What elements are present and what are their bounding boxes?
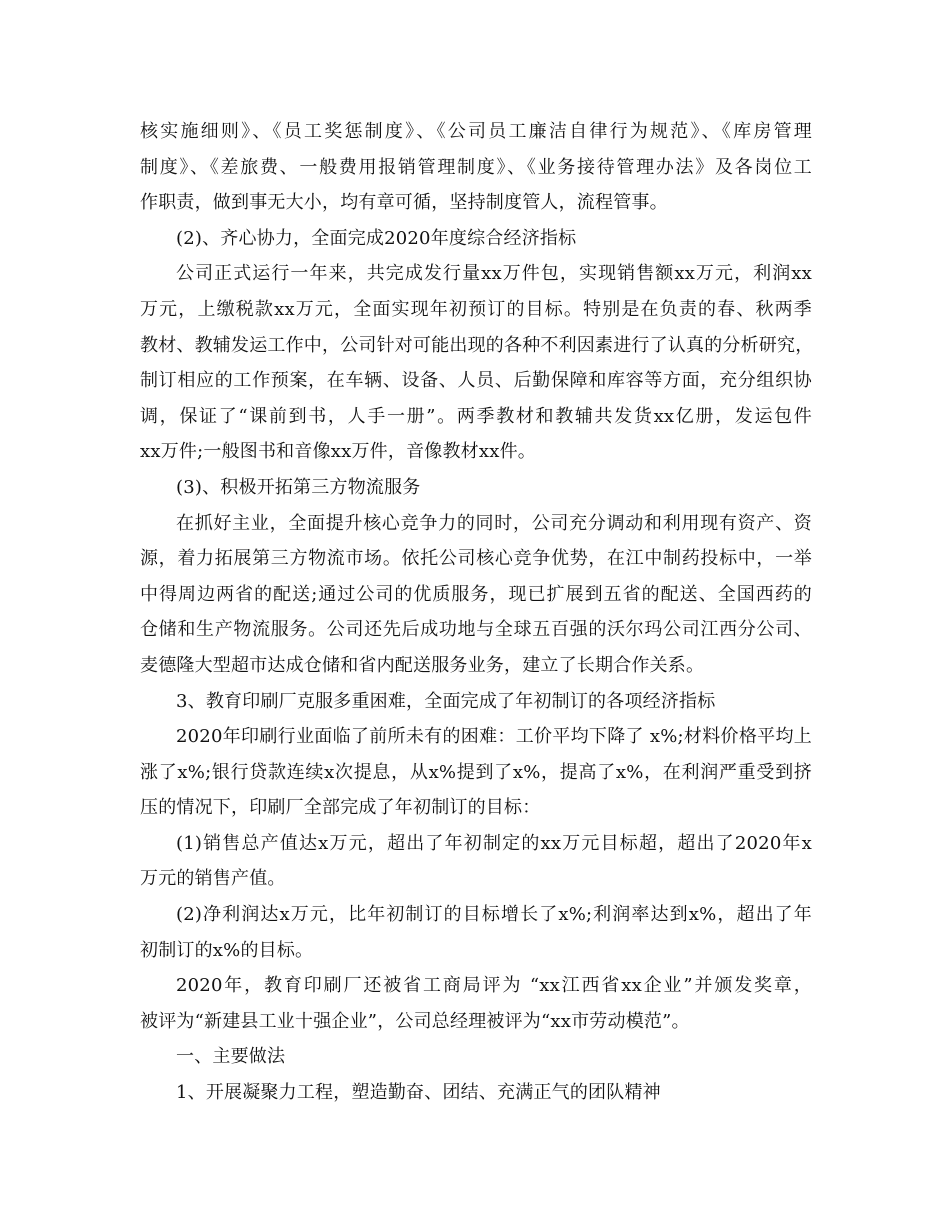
text-line: 3、教育印刷厂克服多重困难，全面完成了年初制订的各项经济指标 [176, 690, 716, 712]
text-line: 被评为“新建县工业十强企业”，公司总经理被评为“xx市劳动模范”。 [140, 1010, 690, 1032]
text-line: 仓储和生产物流服务。公司还先后成功地与全球五百强的沃尔玛公司江西分公司、 [140, 619, 812, 641]
text-line: (3)、积极开拓第三方物流服务 [176, 476, 421, 498]
text-line: 万元的销售产值。 [140, 868, 286, 890]
text-line: 制订相应的工作预案，在车辆、设备、人员、后勤保障和库容等方面，充分组织协 [140, 370, 812, 392]
text-line: (2)净利润达x万元，比年初制订的目标增长了x%;利润率达到x%，超出了年 [176, 904, 812, 926]
text-line: 一、主要做法 [176, 1046, 286, 1068]
document-body [140, 114, 812, 1111]
text-line: 万元，上缴税款xx万元，全面实现年初预订的目标。特别是在负责的春、秋两季 [140, 298, 812, 320]
text-line: 1、开展凝聚力工程，塑造勤奋、团结、充满正气的团队精神 [176, 1082, 661, 1104]
text-line: 制度》、《差旅费、一般费用报销管理制度》、《业务接待管理办法》及各岗位工 [140, 156, 812, 178]
text-line: 麦德隆大型超市达成仓储和省内配送服务业务，建立了长期合作关系。 [140, 654, 705, 676]
text-line: 源，着力拓展第三方物流市场。依托公司核心竞争优势，在江中制药投标中，一举 [140, 548, 812, 570]
text-line: 2020年印刷行业面临了前所未有的困难：工价平均下降了 x%;材料价格平均上 [176, 726, 812, 748]
text-line: 作职责，做到事无大小，均有章可循，坚持制度管人，流程管事。 [140, 192, 668, 214]
text-line: 压的情况下，印刷厂全部完成了年初制订的目标： [140, 797, 541, 819]
text-line: 涨了x%;银行贷款连续x次提息，从x%提到了x%，提高了x%，在利润严重受到挤 [140, 761, 812, 783]
text-line: 2020年，教育印刷厂还被省工商局评为 “xx江西省xx企业”并颁发奖章， [176, 975, 812, 997]
text-line: 中得周边两省的配送;通过公司的优质服务，现已扩展到五省的配送、全国西药的 [140, 583, 812, 605]
text-line: 教材、教辅发运工作中，公司针对可能出现的各种不利因素进行了认真的分析研究， [140, 334, 814, 356]
text-line: (1)销售总产值达x万元，超出了年初制定的xx万元目标超，超出了2020年x [176, 832, 812, 854]
text-line: 核实施细则》、《员工奖惩制度》、《公司员工廉洁自律行为规范》、《库房管理 [140, 121, 812, 142]
text-line: 在抓好主业，全面提升核心竞争力的同时，公司充分调动和利用现有资产、资 [176, 512, 812, 534]
text-line: 公司正式运行一年来，共完成发行量xx万件包，实现销售额xx万元，利润xx [176, 263, 812, 285]
text-line: 调，保证了“课前到书，人手一册”。两季教材和教辅共发货xx亿册，发运包件 [140, 405, 812, 427]
text-line: (2)、齐心协力，全面完成2020年度综合经济指标 [176, 227, 577, 249]
text-line: xx万件;一般图书和音像xx万件，音像教材xx件。 [140, 441, 536, 463]
text-line: 初制订的x%的目标。 [140, 939, 314, 961]
